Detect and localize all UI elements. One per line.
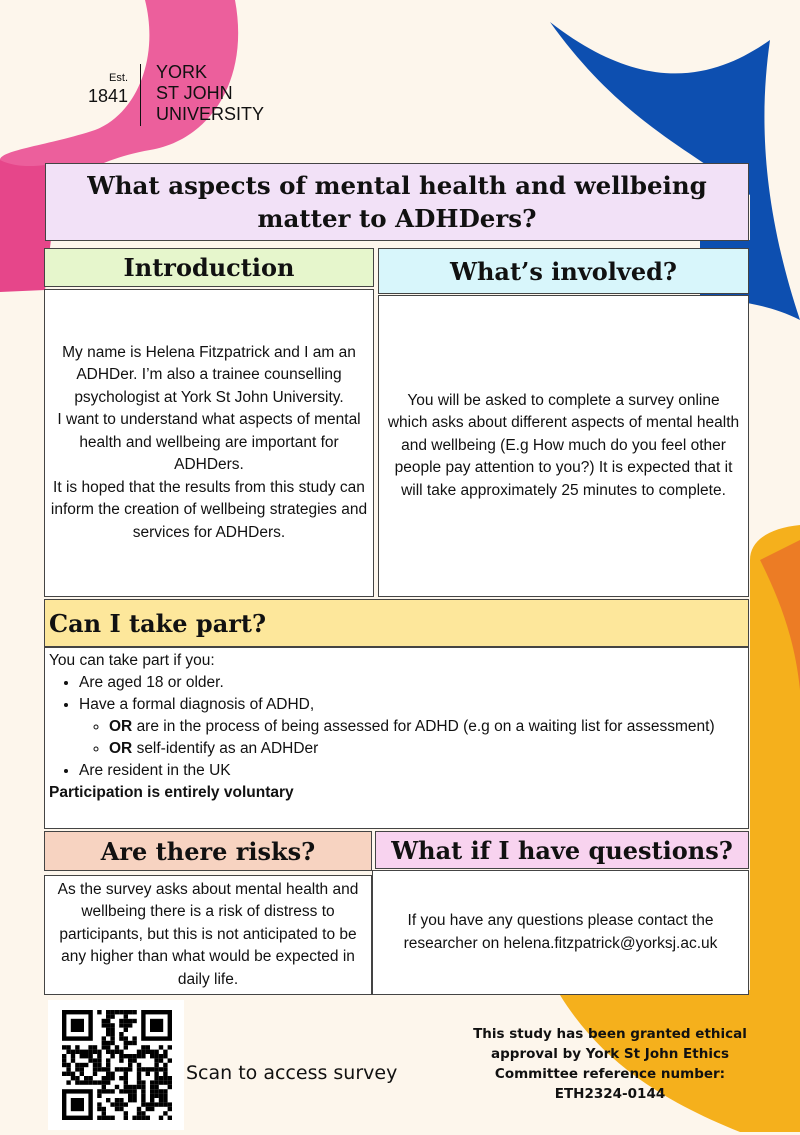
list-item: • Are aged 18 or older. [79,672,744,694]
questions-heading: What if I have questions? [375,831,749,869]
logo-year: 1841 [87,86,128,106]
questions-text: If you have any questions please contact the researcher on helena.fitzpatrick@yorksj.ac.uk [372,870,749,995]
take-part-lead: You can take part if you: [49,652,215,669]
voluntary-note: Participation is entirely voluntary [49,784,294,801]
take-part-heading: Can I take part? [44,599,749,647]
qr-code-icon [48,1000,184,1130]
logo-divider [140,64,141,126]
risks-text: As the survey asks about mental health and wellbeing there is a risk of distress to participants, but this is not anticipated to be any higher than what would be expected in daily life. [44,875,372,995]
take-part-body [44,647,749,829]
ethics-statement: This study has been granted ethical approval by York St John Ethics Committee reference number: ETH2324-0144 [473,1026,747,1102]
involved-heading: What’s involved? [378,248,749,294]
page-title: What aspects of mental health and wellbeing matter to ADHDers? [45,163,749,241]
eligibility-list [49,672,744,782]
logo-est: Est. [109,72,128,84]
list-item: • Have a formal diagnosis of ADHD, ◦ OR are in the process of being assessed for ADHD (e.g on a waiting list for assessment) ◦ OR self-identify as an ADHDer [79,694,744,760]
risks-heading: Are there risks? [44,831,372,871]
introduction-heading: Introduction [44,248,374,287]
list-item: ◦ OR self-identify as an ADHDer [109,738,744,760]
survey-qr-code[interactable] [48,1000,184,1130]
logo-name: YORK ST JOHN UNIVERSITY [156,62,265,124]
qr-caption: Scan to access survey [186,1062,398,1084]
involved-text: You will be asked to complete a survey online which asks about different aspects of mental health and wellbeing (E.g How much do you feel other people pay attention to you?) It is expected that it will take approximately 25 minutes to complete. [378,295,749,597]
list-item: ◦ OR are in the process of being assessed for ADHD (e.g on a waiting list for assessment) [109,716,744,738]
list-item: • Are resident in the UK [79,760,744,782]
introduction-text: My name is Helena Fitzpatrick and I am an ADHDer. I’m also a trainee counselling psychologist at York St John University. I want to understand what aspects of mental health and wellbeing are important for ADHDers. It is hoped that the results from this study can inform the creation of wellbeing strategies and services for ADHDers. [44,289,374,597]
